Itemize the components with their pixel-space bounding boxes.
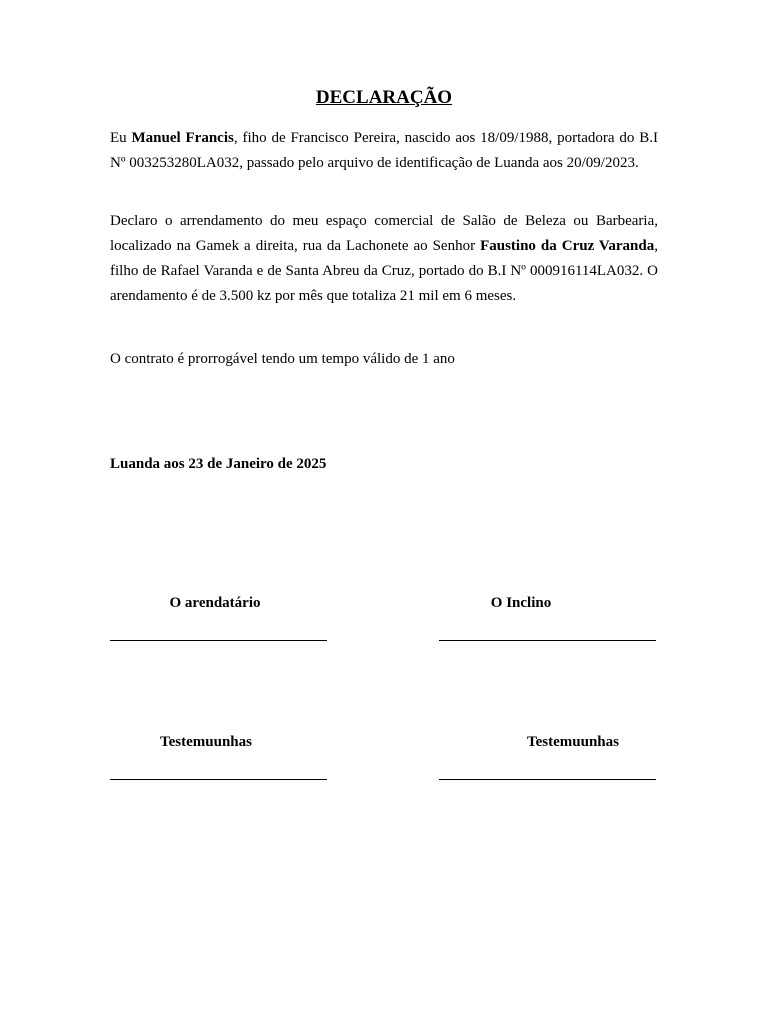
signature-label-tenant: O Inclino (490, 595, 552, 611)
paragraph-contract-term: O contrato é prorrogável tendo um tempo válido de 1 ano (110, 351, 455, 367)
signature-line-witness-1 (110, 779, 327, 780)
paragraph-1-body: , fiho de Francisco Pereira, nascido aos 18/09/1988, portadora do B.I Nº 003253280LA032, passado pelo arquivo de identificação de Luanda aos 20/09/2023. (110, 130, 659, 171)
paragraph-lease (110, 209, 658, 309)
signature-line-witness-2 (439, 779, 656, 780)
signature-label-lessor: O arendatário (169, 595, 261, 611)
paragraph-2-body: , filho de Rafael Varanda e de Santa Abreu da Cruz, portado do B.I Nº 000916114LA032. O arendamento é de 3.500 kz por mês que totaliza 21 mil em 6 meses. (110, 238, 658, 304)
tenant-name: Faustino da Cruz Varanda (480, 238, 655, 254)
place-and-date: Luanda aos 23 de Janeiro de 2025 (110, 456, 327, 472)
declarant-name: Manuel Francis (131, 130, 234, 146)
signature-label-witness-2: Testemuunhas (527, 734, 619, 750)
signature-line-tenant (439, 640, 656, 641)
signature-label-witness-1: Testemuunhas (160, 734, 252, 750)
document-title: DECLARAÇÃO (315, 87, 453, 108)
paragraph-2-intro: Declaro o arrendamento do meu espaço comercial de Salão de Beleza ou Barbearia, localizado na Gamek a direita, rua da Lachonete ao Senhor (110, 213, 658, 254)
signature-line-lessor (110, 640, 327, 641)
paragraph-1-intro: Eu (110, 130, 132, 146)
paragraph-identification (110, 126, 658, 176)
